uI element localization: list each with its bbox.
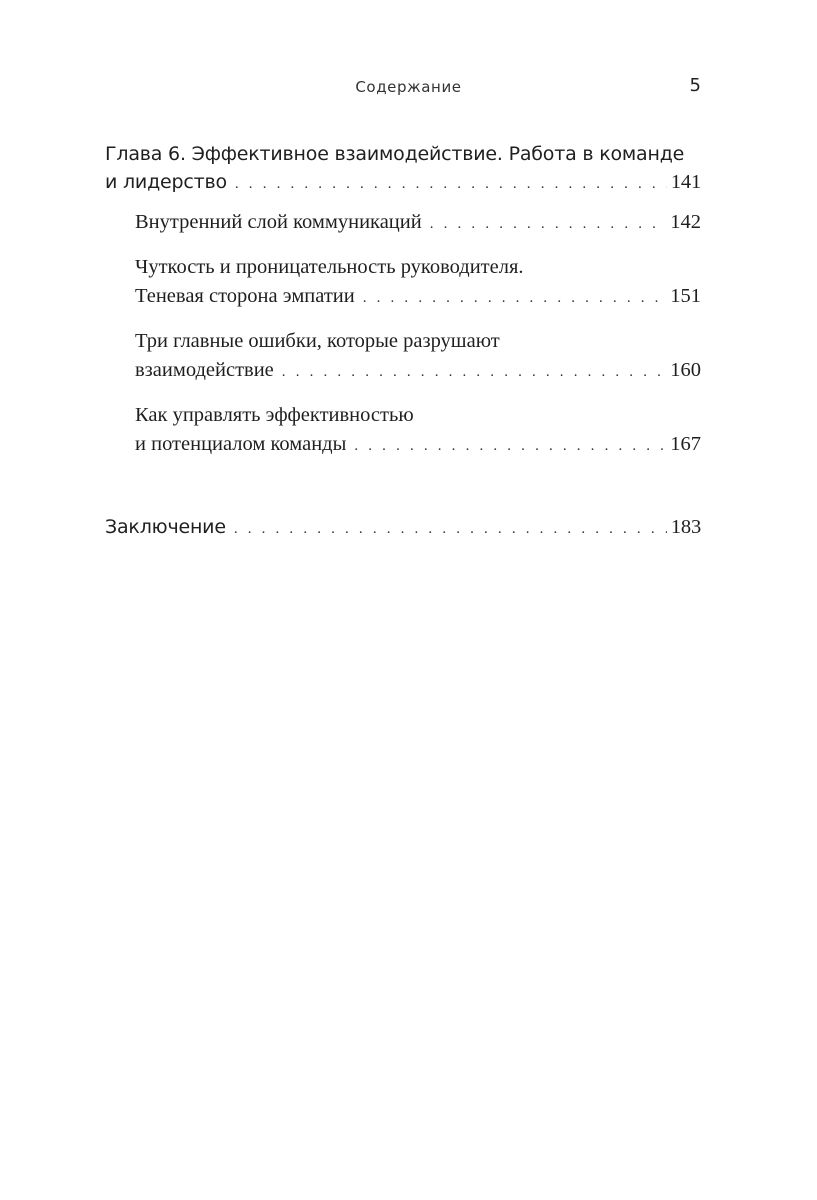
toc-section-page: 160 xyxy=(670,359,701,381)
toc-section-title-line2: Теневая сторона эмпатии xyxy=(135,285,355,307)
dot-leader xyxy=(235,170,667,198)
dot-leader xyxy=(282,358,666,387)
toc-section-page: 142 xyxy=(670,211,701,233)
toc-chapter-6[interactable] xyxy=(105,140,701,198)
dot-leader xyxy=(234,515,667,543)
toc-section-internal-layer[interactable] xyxy=(105,208,701,239)
toc-conclusion-page: 183 xyxy=(670,516,701,538)
toc-section-page: 151 xyxy=(670,285,701,307)
toc-section-title-line2: и потенциалом команды xyxy=(135,433,347,455)
dot-leader xyxy=(354,432,666,461)
toc-section-title-line1: Три главные ошибки, которые разрушают xyxy=(135,330,500,352)
dot-leader xyxy=(363,284,667,313)
page-number: 5 xyxy=(689,75,701,96)
toc-section-empathy[interactable] xyxy=(105,253,701,313)
toc-conclusion-title: Заключение xyxy=(105,516,226,538)
running-head: Содержание xyxy=(355,78,462,96)
toc-chapter-6-title-line2: и лидерство xyxy=(105,171,227,193)
dot-leader xyxy=(430,210,667,239)
toc-section-team-management[interactable] xyxy=(105,401,701,461)
toc-chapter-6-title-line1: Глава 6. Эффективное взаимодействие. Работа в команде xyxy=(105,143,685,165)
toc-section-title: Внутренний слой коммуникаций xyxy=(135,211,422,233)
toc-section-title-line2: взаимодействие xyxy=(135,359,274,381)
table-of-contents xyxy=(105,140,701,543)
toc-section-title-line1: Как управлять эффективностью xyxy=(135,404,414,426)
toc-section-page: 167 xyxy=(670,433,701,455)
toc-section-three-mistakes[interactable] xyxy=(105,327,701,387)
toc-conclusion[interactable] xyxy=(105,513,701,543)
toc-section-title-line1: Чуткость и проницательность руководителя. xyxy=(135,256,524,278)
toc-chapter-6-page: 141 xyxy=(670,171,701,193)
